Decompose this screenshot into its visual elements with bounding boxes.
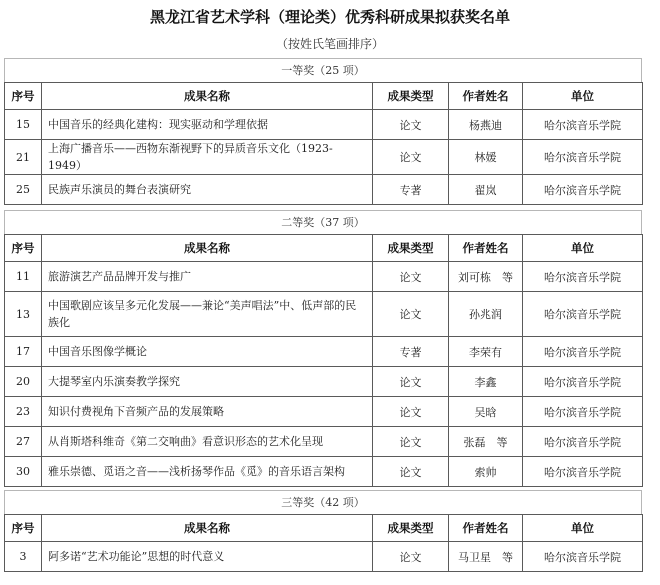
table-row [5,427,643,457]
cell-unit: 哈尔滨音乐学院 [523,427,643,457]
table-header-row [5,235,643,262]
header-title: 成果名称 [42,235,373,262]
cell-type: 论文 [373,542,449,572]
cell-unit: 哈尔滨音乐学院 [523,262,643,292]
cell-unit: 哈尔滨音乐学院 [523,292,643,337]
cell-type: 论文 [373,367,449,397]
cell-title: 上海广播音乐——西物东渐视野下的异质音乐文化（1923-1949） [42,140,373,175]
table-row [5,337,643,367]
table-row [5,175,643,205]
cell-index: 20 [5,367,42,397]
cell-unit: 哈尔滨音乐学院 [523,457,643,487]
cell-title: 大提琴室内乐演奏教学探究 [42,367,373,397]
header-title: 成果名称 [42,83,373,110]
cell-type: 论文 [373,292,449,337]
header-unit: 单位 [523,515,643,542]
cell-index: 3 [5,542,42,572]
table-row [5,140,643,175]
cell-author: 孙兆润 [449,292,523,337]
prize-heading: 一等奖（25 项） [4,58,642,82]
cell-index: 30 [5,457,42,487]
cell-title: 中国音乐图像学概论 [42,337,373,367]
table-header-row [5,83,643,110]
cell-author: 杨燕迪 [449,110,523,140]
cell-unit: 哈尔滨音乐学院 [523,397,643,427]
cell-author: 李鑫 [449,367,523,397]
table-row [5,110,643,140]
header-index: 序号 [5,235,42,262]
cell-author: 张磊 等 [449,427,523,457]
cell-type: 论文 [373,140,449,175]
cell-index: 17 [5,337,42,367]
cell-title: 雅乐崇德、觅语之音——浅析扬琴作品《觅》的音乐语言架构 [42,457,373,487]
header-author: 作者姓名 [449,515,523,542]
cell-type: 专著 [373,337,449,367]
prize-section-second [4,210,642,487]
cell-author: 翟岚 [449,175,523,205]
cell-author: 刘可栋 等 [449,262,523,292]
header-unit: 单位 [523,235,643,262]
cell-unit: 哈尔滨音乐学院 [523,542,643,572]
header-author: 作者姓名 [449,235,523,262]
cell-index: 21 [5,140,42,175]
cell-type: 论文 [373,397,449,427]
prize-heading: 三等奖（42 项） [4,490,642,514]
cell-index: 15 [5,110,42,140]
cell-title: 知识付费视角下音频产品的发展策略 [42,397,373,427]
page-subtitle: （按姓氏笔画排序） [275,37,384,51]
cell-index: 11 [5,262,42,292]
header-title: 成果名称 [42,515,373,542]
cell-title: 中国音乐的经典化建构：现实驱动和学理依据 [42,110,373,140]
table-row [5,367,643,397]
cell-author: 李荣有 [449,337,523,367]
cell-index: 25 [5,175,42,205]
cell-title: 民族声乐演员的舞台表演研究 [42,175,373,205]
cell-type: 论文 [373,262,449,292]
cell-type: 专著 [373,175,449,205]
header-author: 作者姓名 [449,83,523,110]
cell-type: 论文 [373,110,449,140]
header-type: 成果类型 [373,83,449,110]
table-row [5,542,643,572]
table-row [5,262,643,292]
cell-title: 中国歌剧应该呈多元化发展——兼论“美声唱法”中、低声部的民族化 [42,292,373,337]
header-type: 成果类型 [373,515,449,542]
cell-unit: 哈尔滨音乐学院 [523,337,643,367]
cell-unit: 哈尔滨音乐学院 [523,367,643,397]
cell-author: 马卫星 等 [449,542,523,572]
cell-index: 23 [5,397,42,427]
cell-index: 13 [5,292,42,337]
table-row [5,292,643,337]
header-index: 序号 [5,83,42,110]
cell-index: 27 [5,427,42,457]
award-table [4,514,643,572]
header-index: 序号 [5,515,42,542]
header-unit: 单位 [523,83,643,110]
table-row [5,457,643,487]
prize-heading: 二等奖（37 项） [4,210,642,234]
cell-title: 旅游演艺产品品牌开发与推广 [42,262,373,292]
cell-unit: 哈尔滨音乐学院 [523,175,643,205]
table-row [5,397,643,427]
award-table [4,234,643,487]
cell-unit: 哈尔滨音乐学院 [523,110,643,140]
header-type: 成果类型 [373,235,449,262]
prize-section-third [4,490,642,572]
cell-author: 林媛 [449,140,523,175]
cell-author: 吴晗 [449,397,523,427]
table-header-row [5,515,643,542]
cell-unit: 哈尔滨音乐学院 [523,140,643,175]
cell-title: 从肖斯塔科维奇《第二交响曲》看意识形态的艺术化呈现 [42,427,373,457]
award-table [4,82,643,205]
page-title: 黑龙江省艺术学科（理论类）优秀科研成果拟获奖名单 [149,8,510,26]
cell-type: 论文 [373,427,449,457]
cell-title: 阿多诺“艺术功能论”思想的时代意义 [42,542,373,572]
prize-section-first [4,58,642,205]
cell-author: 索帅 [449,457,523,487]
cell-type: 论文 [373,457,449,487]
